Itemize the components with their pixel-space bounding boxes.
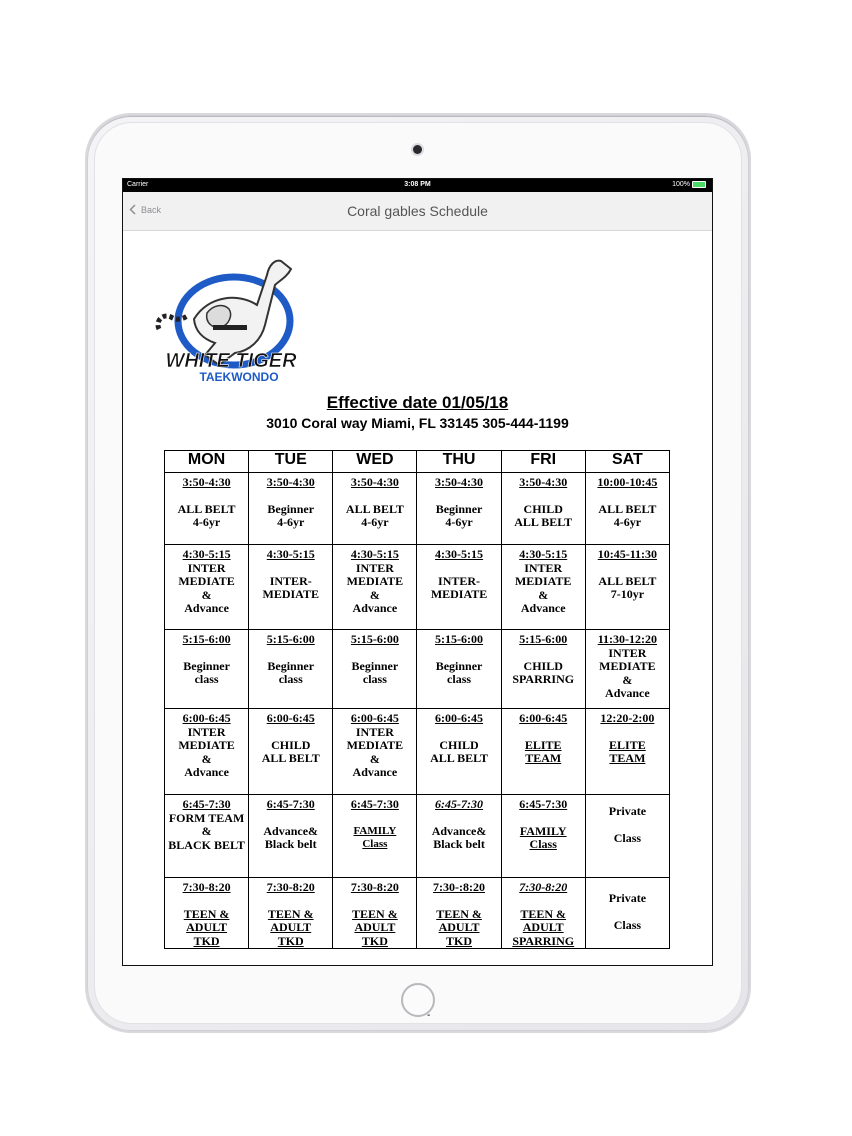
class-time: 6:00-6:45 xyxy=(350,711,399,725)
class-label: TEEN & xyxy=(352,906,398,921)
class-time: 4:30-5:15 xyxy=(519,547,568,561)
class-label: SPARRING xyxy=(512,933,575,948)
class-label: ALL BELT xyxy=(514,515,573,529)
class-time: 7:30-8:20 xyxy=(350,880,399,894)
class-time: 7:30-8:20 xyxy=(266,880,315,894)
address-line: 3010 Coral way Miami, FL 33145 305-444-1199 xyxy=(266,415,569,431)
page-indicator: - xyxy=(427,1010,431,1021)
class-label: CHILD xyxy=(523,501,563,516)
class-time: 5:15-6:00 xyxy=(350,632,399,646)
app-screen xyxy=(122,178,713,1021)
class-cell xyxy=(585,545,669,630)
class-time: 4:30-5:15 xyxy=(266,547,315,561)
class-time: 6:45-7:30 xyxy=(350,797,399,811)
class-cell xyxy=(165,473,249,545)
class-label: Private xyxy=(608,891,647,905)
class-label: & xyxy=(622,672,633,687)
class-label: TEEN & xyxy=(267,906,314,921)
class-time: 6:00-6:45 xyxy=(266,711,315,725)
class-cell xyxy=(501,709,585,795)
class-label: Beginner xyxy=(351,658,399,673)
class-time: 6:00-6:45 xyxy=(182,711,231,725)
class-label: INTER- xyxy=(269,573,312,588)
class-label: ADULT xyxy=(354,920,396,934)
class-label: MEDIATE xyxy=(346,574,404,588)
class-label: Beginner xyxy=(435,658,483,673)
class-time: 3:50-4:30 xyxy=(350,475,399,489)
class-cell xyxy=(165,545,249,630)
day-header-mon: MON xyxy=(165,451,249,473)
class-time: 3:50-4:30 xyxy=(266,475,315,489)
class-label: Beginner xyxy=(183,658,230,673)
class-label: INTER xyxy=(355,560,394,575)
class-time: 7:30-8:20 xyxy=(519,880,568,894)
class-cell xyxy=(249,630,333,709)
class-cell xyxy=(333,630,417,709)
class-cell xyxy=(249,473,333,545)
class-time: 6:45-7:30 xyxy=(519,797,568,811)
class-label: CHILD xyxy=(523,658,563,673)
class-cell xyxy=(417,709,501,795)
class-label: ALL BELT xyxy=(430,751,489,765)
class-cell xyxy=(417,473,501,545)
class-label: 4-6yr xyxy=(192,515,221,529)
class-time: 10:00-10:45 xyxy=(597,475,658,489)
class-label: Black belt xyxy=(264,837,317,851)
class-cell xyxy=(417,630,501,709)
class-label: INTER xyxy=(187,560,226,575)
class-label: Beginner xyxy=(267,501,315,516)
class-label: TEEN & xyxy=(520,906,567,921)
class-label: 4-6yr xyxy=(361,515,389,529)
class-label: TKD xyxy=(361,933,388,948)
class-time: 4:30-5:15 xyxy=(350,547,399,561)
class-time: 3:50-4:30 xyxy=(182,475,231,489)
class-cell xyxy=(501,878,585,949)
class-label: 4-6yr xyxy=(277,515,305,529)
class-time: 7:30-:8:20 xyxy=(433,880,486,894)
class-cell xyxy=(585,630,669,709)
class-cell xyxy=(165,630,249,709)
day-header-sat: SAT xyxy=(585,451,669,473)
class-cell xyxy=(333,795,417,878)
schedule-document xyxy=(123,231,712,1021)
class-label: Advance xyxy=(352,601,398,615)
class-cell xyxy=(249,878,333,949)
class-label: Class xyxy=(529,837,557,851)
logo-text-primary: WHITE TIGER xyxy=(165,350,297,372)
class-cell xyxy=(501,473,585,545)
class-cell xyxy=(501,795,585,878)
class-cell xyxy=(165,709,249,795)
class-label: Class xyxy=(362,838,388,850)
class-label: INTER xyxy=(187,724,226,739)
class-cell xyxy=(585,795,669,878)
class-time: 6:45-7:30 xyxy=(182,797,231,811)
class-label: Black belt xyxy=(433,837,485,851)
day-header-fri: FRI xyxy=(501,451,585,473)
class-label: Advance& xyxy=(431,823,487,838)
navigation-bar xyxy=(123,192,712,231)
class-time: 6:45-7:30 xyxy=(435,797,484,811)
table-row xyxy=(165,709,670,795)
class-label: ELITE xyxy=(609,737,646,752)
class-label: class xyxy=(362,672,387,686)
class-label: MEDIATE xyxy=(178,574,235,588)
class-label: 4-6yr xyxy=(613,515,642,529)
class-label: TKD xyxy=(446,933,473,948)
class-label: & xyxy=(369,587,380,602)
class-time: 6:00-6:45 xyxy=(519,711,568,725)
class-label: TEEN & xyxy=(183,906,230,921)
battery-indicator xyxy=(672,181,706,188)
class-label: Advance xyxy=(520,601,566,615)
class-label: Beginner xyxy=(267,658,315,673)
front-camera xyxy=(413,145,422,154)
class-label: INTER- xyxy=(438,573,481,588)
class-label: SPARRING xyxy=(512,672,575,686)
class-cell xyxy=(165,795,249,878)
class-time: 4:30-5:15 xyxy=(182,547,231,561)
class-time: 5:15-6:00 xyxy=(182,632,231,646)
class-label: & xyxy=(369,751,380,766)
class-time: 5:15-6:00 xyxy=(266,632,315,646)
class-label: class xyxy=(278,672,303,686)
back-label: Back xyxy=(141,204,162,215)
class-label: MEDIATE xyxy=(178,738,235,752)
class-label: MEDIATE xyxy=(346,738,404,752)
battery-icon xyxy=(692,181,706,188)
class-label: Private xyxy=(608,804,647,818)
schedule-table xyxy=(164,450,670,949)
carrier-label: Carrier xyxy=(127,181,149,188)
class-label: MEDIATE xyxy=(430,587,488,601)
effective-date: Effective date 01/05/18 xyxy=(326,393,509,412)
white-tiger-logo xyxy=(149,255,314,385)
class-label: TKD xyxy=(193,933,220,948)
class-cell xyxy=(417,545,501,630)
class-time: 6:00-6:45 xyxy=(435,711,484,725)
day-header-tue: TUE xyxy=(249,451,333,473)
class-label: ALL BELT xyxy=(261,751,320,765)
logo-text-secondary: TAEKWONDO xyxy=(199,370,279,384)
class-cell xyxy=(333,473,417,545)
class-label: & xyxy=(201,587,212,602)
class-cell xyxy=(585,473,669,545)
class-cell xyxy=(333,878,417,949)
class-label: class xyxy=(447,672,472,686)
class-label: ALL BELT xyxy=(598,501,657,516)
class-cell xyxy=(249,545,333,630)
class-label: CHILD xyxy=(439,737,479,752)
class-label: Class xyxy=(613,830,642,845)
class-cell xyxy=(333,545,417,630)
class-label: Advance xyxy=(605,686,650,700)
class-time: 3:50-4:30 xyxy=(519,475,568,489)
class-time: 4:30-5:15 xyxy=(435,547,484,561)
class-label: ADULT xyxy=(522,920,564,934)
class-cell xyxy=(249,795,333,878)
class-label: 4-6yr xyxy=(445,515,473,529)
class-label: ADULT xyxy=(270,920,312,934)
class-label: INTER xyxy=(608,645,647,660)
class-time: 12:20-2:00 xyxy=(600,711,655,725)
class-time: 11:30-12:20 xyxy=(597,632,658,646)
class-cell xyxy=(585,878,669,949)
class-cell xyxy=(417,795,501,878)
class-label: MEDIATE xyxy=(514,574,572,588)
class-cell xyxy=(585,709,669,795)
table-row xyxy=(165,545,670,630)
class-label: TEEN & xyxy=(436,906,482,921)
day-header-row xyxy=(165,451,670,473)
class-cell xyxy=(249,709,333,795)
battery-percent: 100% xyxy=(672,181,690,188)
class-label: TKD xyxy=(277,933,304,948)
class-label: & xyxy=(538,587,549,602)
class-cell xyxy=(501,630,585,709)
class-cell xyxy=(501,545,585,630)
page-title: Coral gables Schedule xyxy=(347,203,488,219)
class-cell xyxy=(333,709,417,795)
class-label: ALL BELT xyxy=(598,573,657,588)
class-label: INTER xyxy=(524,560,563,575)
class-time: 7:30-8:20 xyxy=(182,880,231,894)
class-label: Advance& xyxy=(263,823,319,838)
class-label: CHILD xyxy=(271,737,311,752)
class-label: TEAM xyxy=(525,751,562,765)
clock: 3:08 PM xyxy=(404,181,431,188)
day-header-thu: THU xyxy=(417,451,501,473)
class-time: 10:45-11:30 xyxy=(597,547,658,561)
class-label: MEDIATE xyxy=(599,659,656,673)
class-label: TEAM xyxy=(609,751,646,765)
class-time: 6:45-7:30 xyxy=(266,797,315,811)
class-label: Advance xyxy=(352,765,398,779)
class-time: 3:50-4:30 xyxy=(435,475,484,489)
class-label: Advance xyxy=(184,601,229,615)
class-label: & xyxy=(201,824,212,838)
status-bar xyxy=(123,179,712,192)
class-label: ADULT xyxy=(438,920,480,934)
class-label: ADULT xyxy=(186,920,228,934)
class-label: class xyxy=(194,672,219,686)
class-label: ALL BELT xyxy=(345,501,404,516)
class-label: FORM TEAM xyxy=(168,810,245,825)
table-row xyxy=(165,473,670,545)
class-label: FAMILY xyxy=(519,823,567,838)
day-header-wed: WED xyxy=(333,451,417,473)
class-label: Advance xyxy=(184,765,229,779)
class-label: FAMILY xyxy=(353,824,397,837)
class-label: BLACK BELT xyxy=(168,837,245,852)
class-label: MEDIATE xyxy=(262,587,319,601)
table-row xyxy=(165,878,670,949)
class-time: 5:15-6:00 xyxy=(519,632,568,646)
class-cell xyxy=(417,878,501,949)
class-label: ALL BELT xyxy=(177,501,236,516)
table-row xyxy=(165,795,670,878)
class-label: Beginner xyxy=(435,501,483,516)
table-row xyxy=(165,630,670,709)
class-cell xyxy=(165,878,249,949)
class-label: 7-10yr xyxy=(610,587,645,601)
class-label: ELITE xyxy=(524,737,562,752)
class-label: & xyxy=(201,751,212,766)
class-label: INTER xyxy=(355,724,394,739)
class-time: 5:15-6:00 xyxy=(435,632,484,646)
class-label: Class xyxy=(613,917,642,932)
